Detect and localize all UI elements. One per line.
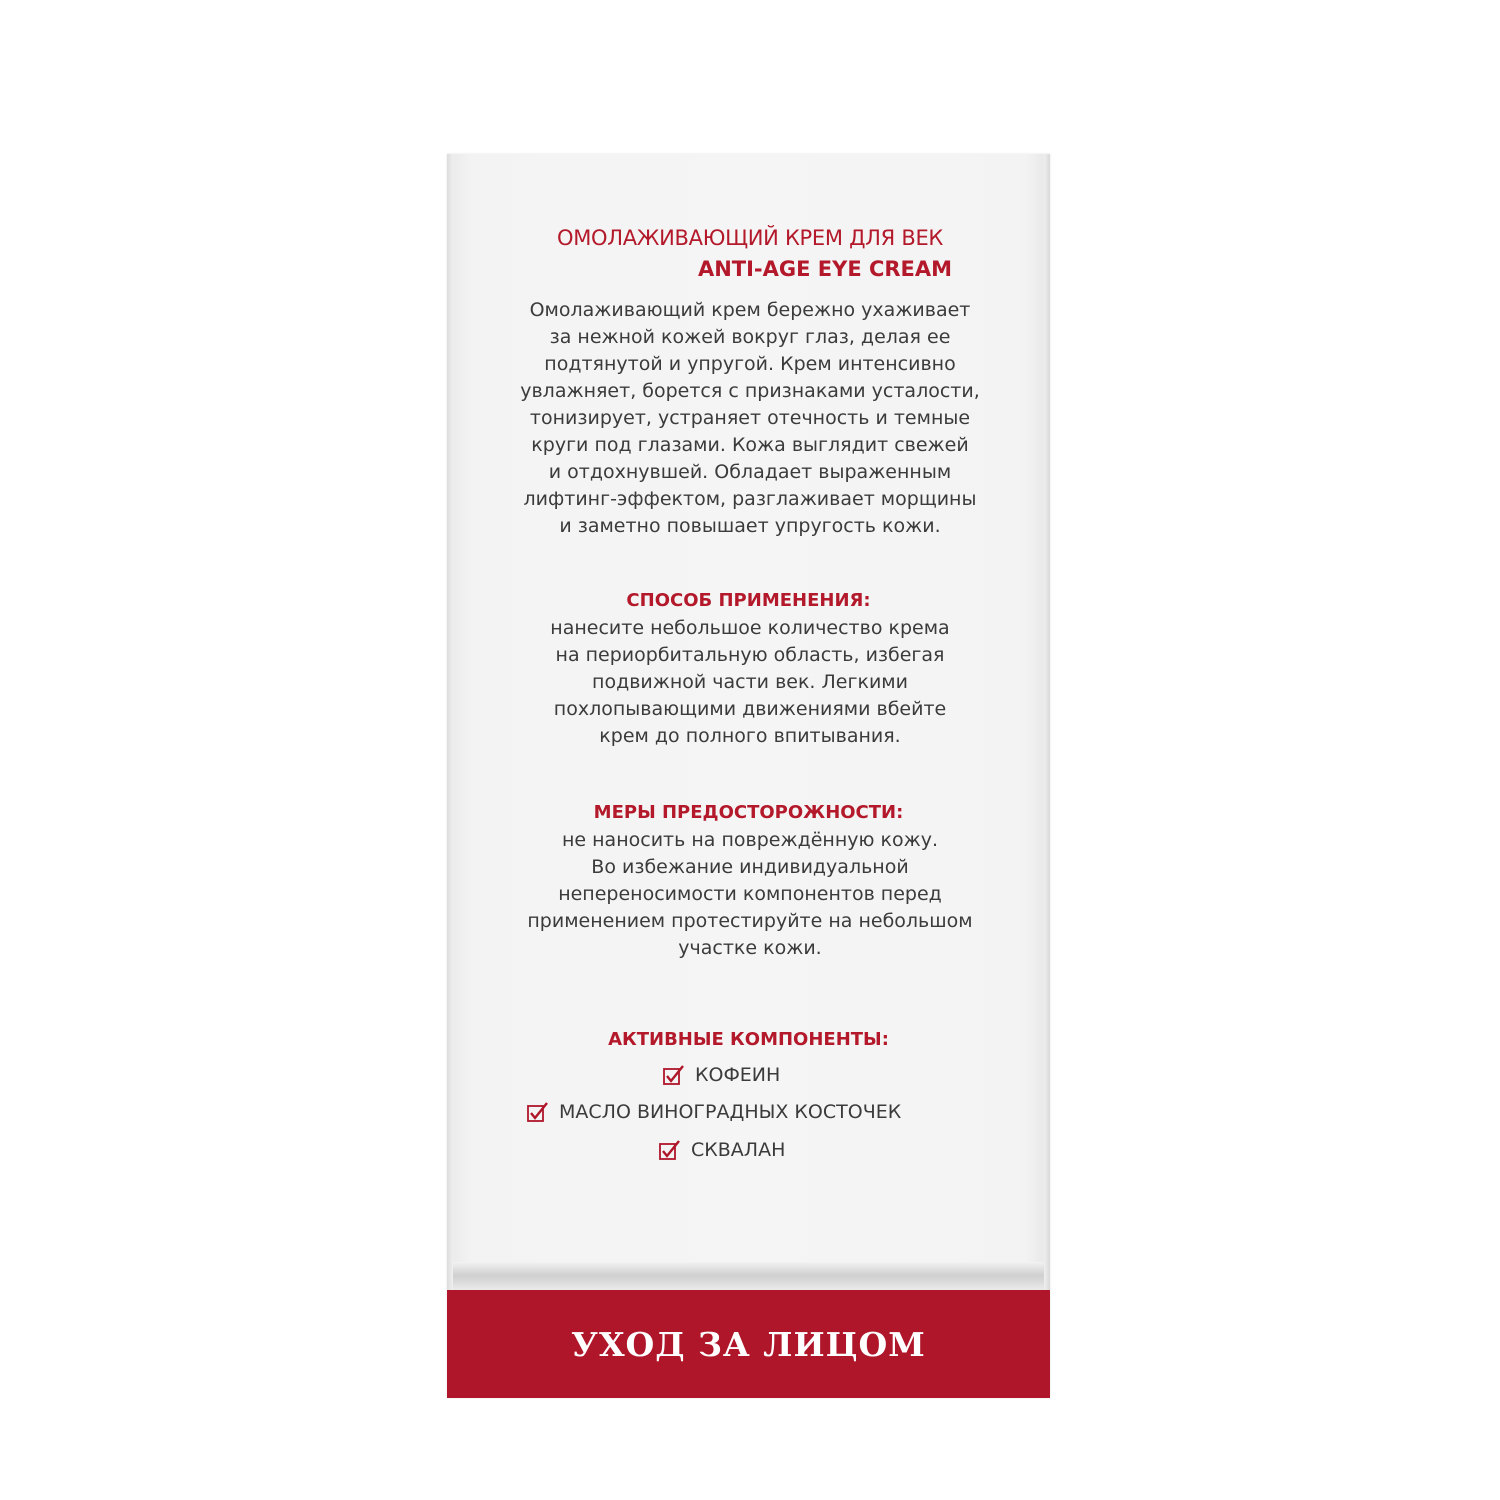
caution-text: не наносить на повреждённую кожу. Во избежание индивидуальной непереносимости компонентов перед применением протестируйте на небольшом участке кожи. [527, 829, 973, 959]
box-right-edge [1044, 154, 1050, 1398]
usage-heading: СПОСОБ ПРИМЕНЕНИЯ: [626, 590, 871, 611]
box-left-edge [447, 154, 453, 1398]
product-title-ru: ОМОЛАЖИВАЮЩИЙ КРЕМ ДЛЯ ВЕК [556, 226, 944, 250]
component-item [527, 1101, 901, 1123]
component-item [659, 1139, 785, 1161]
checkmark-icon [527, 1102, 549, 1122]
product-description: Омолаживающий крем бережно ухаживает за нежной кожей вокруг глаз, делая ее подтянутой и упругой. Крем интенсивно увлажняет, борется с признаками усталости, тонизирует, устраняет отечность и темные круги под глазами. Кожа выглядит свежей и отдохнувшей. Обладает выраженным лифтинг-эффектом, разглаживает морщины и заметно повышает упругость кожи. [520, 299, 980, 537]
component-item [663, 1064, 780, 1086]
component-label: МАСЛО ВИНОГРАДНЫХ КОСТОЧЕК [559, 1101, 902, 1123]
checkmark-icon [659, 1140, 681, 1160]
product-title-en: ANTI-AGE EYE CREAM [697, 257, 953, 281]
component-label: СКВАЛАН [691, 1139, 786, 1161]
checkmark-icon [663, 1065, 685, 1085]
active-components-heading: АКТИВНЫЕ КОМПОНЕНТЫ: [608, 1029, 889, 1050]
usage-text: нанесите небольшое количество крема на периорбитальную область, избегая подвижной части век. Легкими похлопывающими движениями вбейте крем до полного впитывания. [550, 617, 950, 747]
caution-heading: МЕРЫ ПРЕДОСТОРОЖНОСТИ: [593, 802, 904, 823]
category-band [447, 1290, 1050, 1398]
silver-stripe [453, 1262, 1044, 1292]
component-label: КОФЕИН [695, 1064, 781, 1086]
category-label: УХОД ЗА ЛИЦОМ [571, 1324, 926, 1364]
